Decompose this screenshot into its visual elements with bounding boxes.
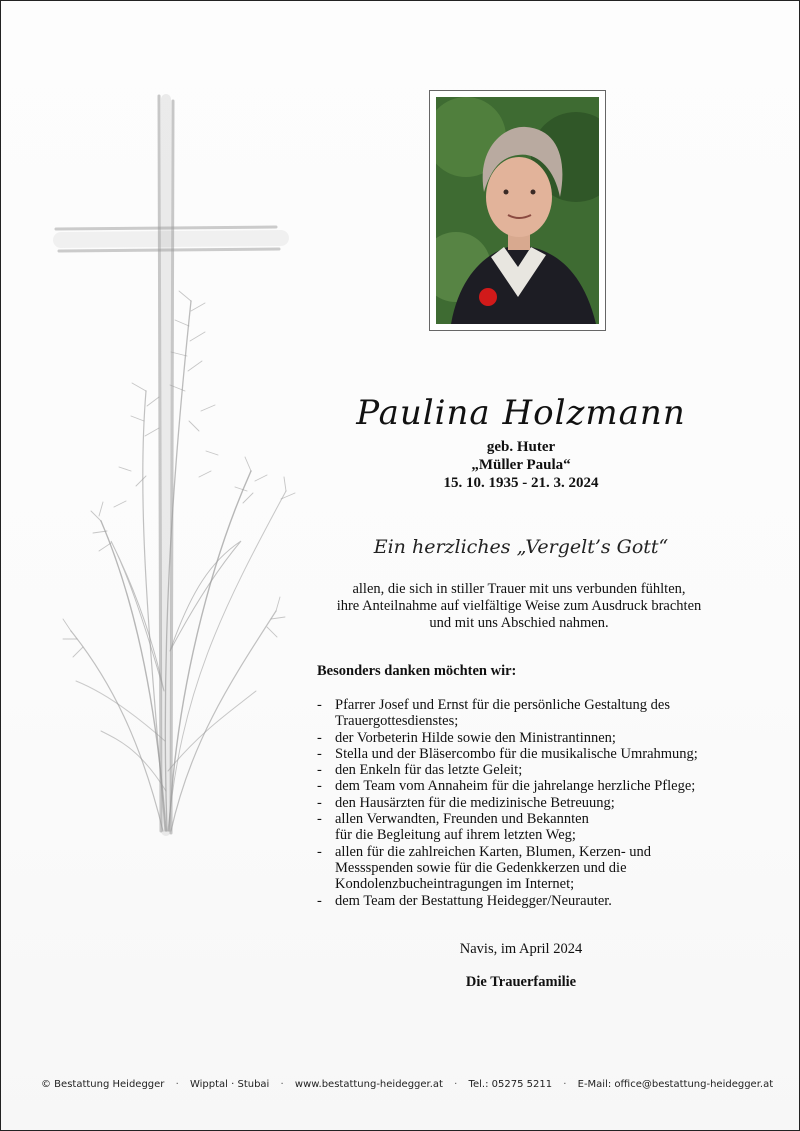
list-dash: - — [317, 892, 322, 909]
footer-separator: · — [280, 1079, 284, 1090]
list-item — [317, 778, 717, 794]
footer-separator: · — [454, 1079, 458, 1090]
footer-website-link[interactable]: www.bestattung-heidegger.at — [294, 1079, 443, 1090]
list-dash: - — [317, 843, 322, 860]
list-item-text: Kondolenzbucheintragungen im Internet; — [335, 876, 575, 893]
nickname: „Müller Paula“ — [471, 457, 571, 473]
list-item — [317, 730, 717, 746]
list-dash: - — [317, 778, 322, 795]
list-item-text: dem Team vom Annaheim für die jahrelange herzliche Pflege; — [335, 778, 696, 795]
list-dash: - — [317, 745, 322, 762]
list-item-text: allen für die zahlreichen Karten, Blumen, Kerzen- und — [335, 843, 652, 860]
footer-copyright: © Bestattung Heidegger — [41, 1079, 165, 1090]
list-item-text: Messspenden sowie für die Gedenkkerzen und die — [335, 859, 627, 876]
list-item — [317, 746, 717, 762]
portrait-frame — [429, 90, 606, 331]
portrait-woman-image — [436, 97, 599, 324]
list-item-text: den Hausärzten für die medizinische Betreuung; — [335, 794, 615, 811]
list-item-text: Stella und der Bläsercombo für die musikalische Umrahmung; — [335, 745, 698, 762]
footer-separator: · — [175, 1079, 179, 1090]
list-dash: - — [317, 729, 322, 746]
list-dash: - — [317, 811, 322, 828]
deceased-name: Paulina Holzmann — [356, 393, 686, 433]
footer — [41, 1079, 774, 1090]
list-dash: - — [317, 794, 322, 811]
family-signature: Die Trauerfamilie — [465, 974, 577, 990]
list-item-text: allen Verwandten, Freunden und Bekannten — [335, 811, 589, 828]
intro-line: und mit uns Abschied nahmen. — [429, 615, 609, 631]
life-dates: 15. 10. 1935 - 21. 3. 2024 — [443, 475, 599, 491]
footer-region: Wipptal · Stubai — [189, 1079, 270, 1090]
thanks-list — [317, 697, 717, 909]
cross-with-grass-illustration — [41, 91, 311, 851]
footer-phone[interactable]: Tel.: 05275 5211 — [468, 1079, 553, 1090]
list-item-text: dem Team der Bestattung Heidegger/Neurauter. — [335, 892, 612, 909]
list-item — [317, 811, 717, 844]
list-item — [317, 844, 717, 893]
thanks-title: Ein herzliches „Vergelt’s Gott“ — [373, 536, 669, 558]
footer-email-link[interactable]: E-Mail: office@bestattung-heidegger.at — [577, 1079, 774, 1090]
list-item-text: der Vorbeterin Hilde sowie den Ministrantinnen; — [335, 729, 616, 746]
list-item-text: Pfarrer Josef und Ernst für die persönliche Gestaltung des — [335, 697, 671, 713]
list-item — [317, 795, 717, 811]
footer-separator: · — [563, 1079, 567, 1090]
place-date: Navis, im April 2024 — [459, 941, 583, 957]
thanks-list-heading: Besonders danken möchten wir: — [317, 663, 517, 679]
list-item — [317, 762, 717, 778]
list-item-text: Trauergottesdienstes; — [335, 713, 459, 730]
portrait-photo — [436, 97, 599, 324]
list-item — [317, 893, 717, 909]
thanks-intro — [319, 581, 719, 632]
list-item — [317, 697, 717, 730]
intro-line: ihre Anteilnahme auf vielfältige Weise zum Ausdruck brachten — [336, 598, 702, 614]
birth-name: geb. Huter — [486, 439, 556, 455]
list-dash: - — [317, 697, 322, 713]
list-dash: - — [317, 762, 322, 779]
intro-line: allen, die sich in stiller Trauer mit uns verbunden fühlten, — [352, 581, 686, 597]
list-item-text: für die Begleitung auf ihrem letzten Weg; — [335, 827, 576, 844]
list-item-text: den Enkeln für das letzte Geleit; — [335, 762, 523, 779]
